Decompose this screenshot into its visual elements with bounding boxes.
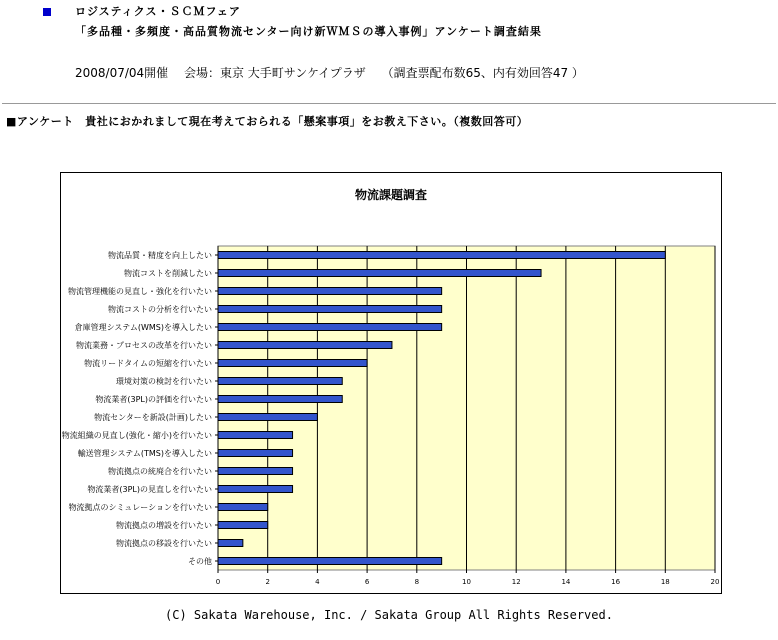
bar-14 — [218, 486, 293, 493]
bar-18 — [218, 558, 442, 565]
category-label: 物流業務・プロセスの改革を行いたい — [76, 341, 212, 350]
bar-16 — [218, 522, 268, 529]
bar-8 — [218, 378, 342, 385]
x-tick-label: 6 — [364, 578, 370, 586]
category-label: 物流センターを新設(計画)したい — [94, 413, 212, 422]
category-label: 倉庫管理システム(WMS)を導入したい — [74, 323, 212, 332]
bar-10 — [218, 414, 317, 421]
bar-5 — [218, 324, 442, 331]
bar-13 — [218, 468, 293, 475]
category-label: 物流拠点の増設を行いたい — [116, 521, 212, 530]
category-label: 物流品質・精度を向上したい — [108, 251, 212, 260]
category-label: 物流コストの分析を行いたい — [108, 305, 212, 314]
x-tick-label: 10 — [462, 578, 471, 586]
bar-15 — [218, 504, 268, 511]
category-label: 物流管理機能の見直し・強化を行いたい — [68, 287, 212, 296]
bar-11 — [218, 432, 293, 439]
fair-title: ロジスティクス・ＳＣＭフェア — [75, 5, 241, 18]
category-label: 輸送管理システム(TMS)を導入したい — [77, 449, 212, 458]
x-tick-label: 16 — [611, 578, 621, 586]
category-label: 環境対策の検討を行いたい — [116, 377, 212, 386]
copyright-footer: (C) Sakata Warehouse, Inc. / Sakata Group All Rights Reserved. — [165, 608, 613, 622]
x-tick-label: 4 — [315, 578, 320, 586]
x-tick-label: 12 — [511, 578, 521, 586]
bar-chart — [61, 173, 721, 593]
event-info: 2008/07/04開催 会場：東京 大手町サンケイプラザ （調査票配布数65、内有効回答47 ） — [75, 66, 584, 80]
bar-9 — [218, 396, 342, 403]
category-label: 物流拠点のシミュレーションを行いたい — [68, 503, 212, 512]
bar-6 — [218, 342, 392, 349]
x-tick-label: 0 — [215, 578, 221, 586]
x-tick-label: 8 — [414, 578, 420, 586]
category-label: 物流拠点の移設を行いたい — [116, 539, 212, 548]
chart-container — [60, 172, 722, 594]
category-label: 物流コストを削減したい — [124, 269, 212, 278]
category-label: 物流リードタイムの短縮を行いたい — [84, 359, 212, 368]
bar-12 — [218, 450, 293, 457]
chart-title: 物流課題調査 — [354, 188, 428, 202]
x-tick-label: 18 — [660, 578, 670, 586]
bar-3 — [218, 288, 442, 295]
survey-title: 「多品種・多頻度・高品質物流センター向け新ＷＭＳの導入事例」アンケート調査結果 — [75, 25, 542, 38]
x-tick-labels — [216, 578, 720, 586]
divider — [2, 103, 776, 104]
x-tick-label: 20 — [710, 578, 720, 586]
title-bullet-icon — [43, 8, 51, 16]
category-labels — [62, 250, 212, 566]
category-label: 物流組織の見直し(強化・縮小)を行いたい — [61, 431, 212, 440]
category-label: 物流業者(3PL)の見直しを行いたい — [87, 485, 212, 494]
x-tick-label: 2 — [265, 578, 270, 586]
category-label: その他 — [188, 557, 212, 566]
category-label: 物流拠点の統廃合を行いたい — [108, 467, 212, 476]
x-tick-label: 14 — [561, 578, 571, 586]
bar-7 — [218, 360, 367, 367]
survey-question: ■アンケート 貴社におかれまして現在考えておられる「懸案事項」をお教え下さい。（複数回答可） — [6, 115, 529, 128]
bar-4 — [218, 306, 442, 313]
bar-1 — [218, 252, 665, 259]
category-label: 物流業者(3PL)の評価を行いたい — [95, 395, 212, 404]
bar-2 — [218, 270, 541, 277]
bar-17 — [218, 540, 243, 547]
